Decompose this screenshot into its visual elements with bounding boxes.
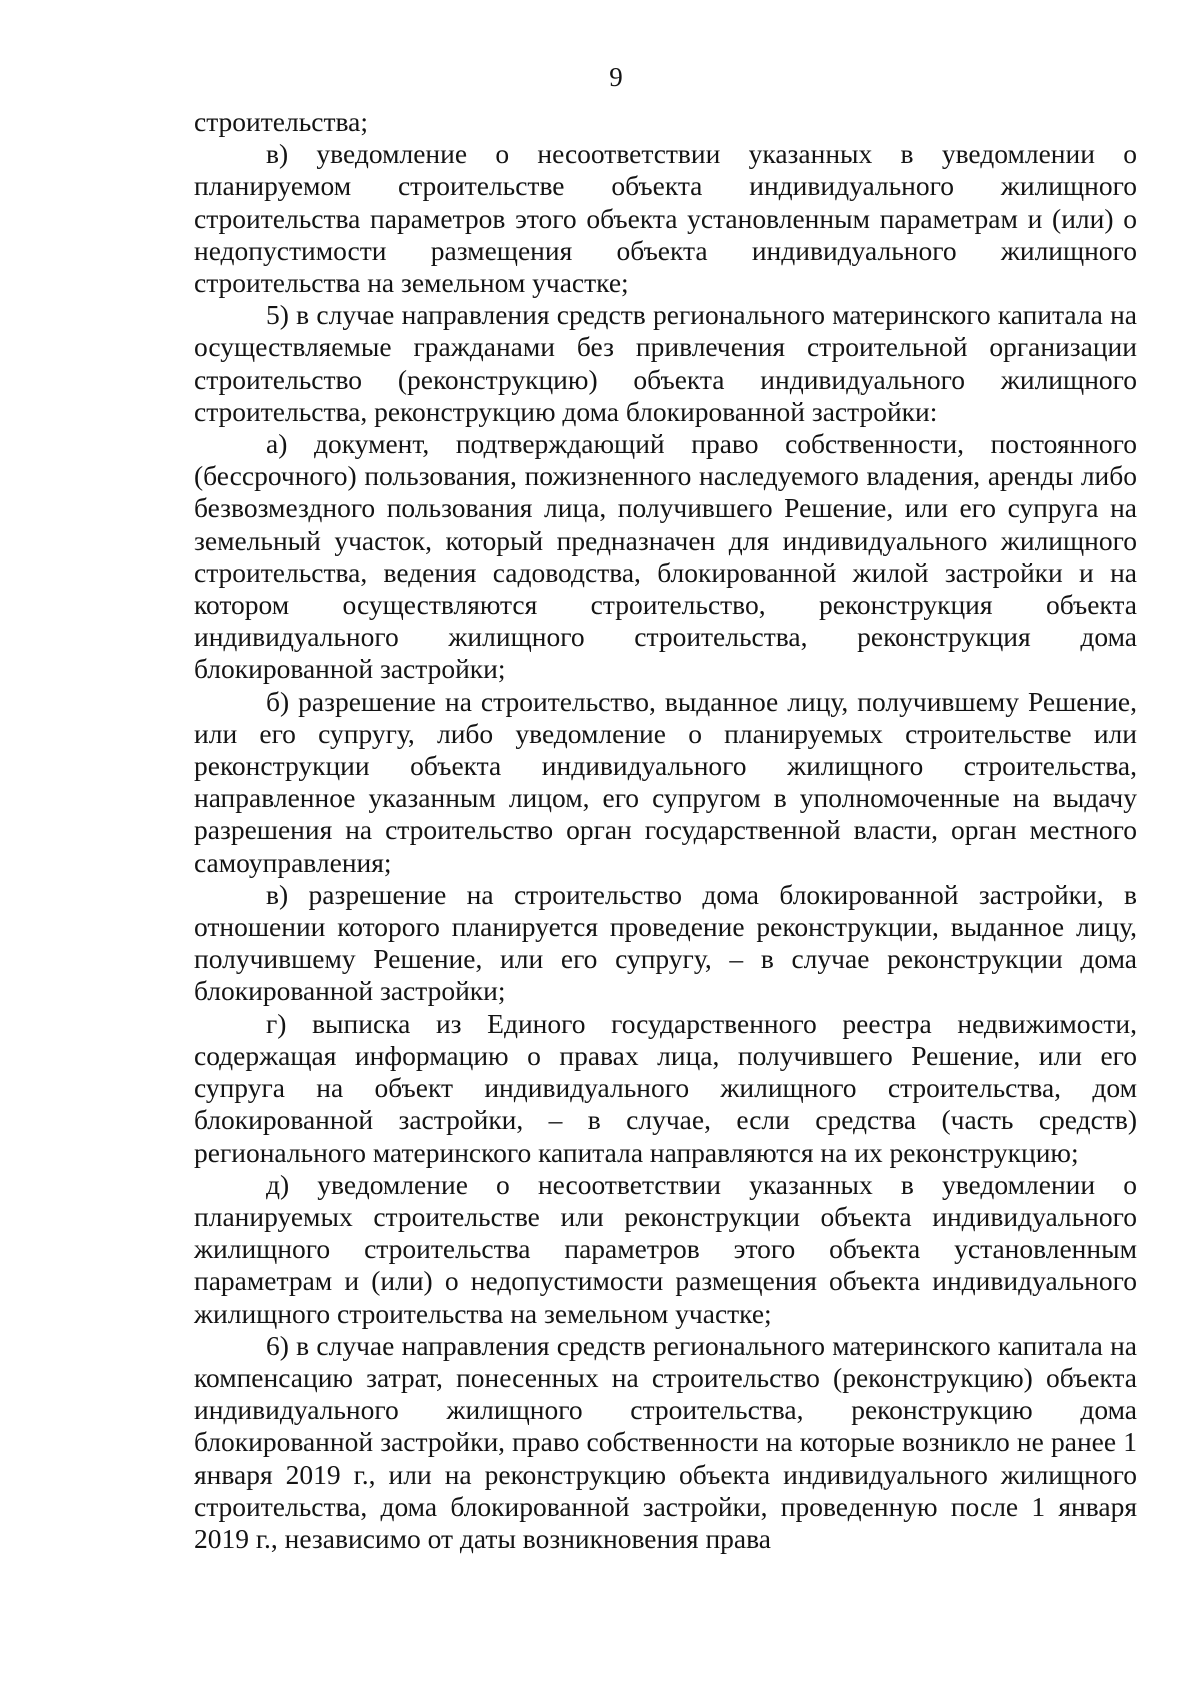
- paragraph-item-5v: в) разрешение на строительство дома блокированной застройки, в отношении которого планируется проведение реконструкции, выданное лицу, получившему Решение, или его супругу, – в случае реконструкции дома блокированной застройки;: [194, 878, 1137, 1007]
- paragraph-item-5: 5) в случае направления средств регионального материнского капитала на осуществляемые гражданами без привлечения строительной организации строительство (реконструкцию) объекта индивидуального жилищного строительства, реконструкцию дома блокированной застройки:: [194, 299, 1137, 427]
- paragraph-item-5a: а) документ, подтверждающий право собственности, постоянного (бессрочного) пользования, пожизненного наследуемого владения, аренды либо безвозмездного пользования лица, получившего Решение, или его супруга на земельный участок, который предназначен для индивидуального жилищного строительства, ведения садоводства, блокированной жилой застройки и на котором осуществляются строительство, реконструкция объекта индивидуального жилищного строительства, реконструкция дома блокированной застройки;: [194, 428, 1137, 685]
- document-body: [194, 106, 1137, 1555]
- paragraph-item-5g: г) выписка из Единого государственного реестра недвижимости, содержащая информацию о правах лица, получившего Решение, или его супруга на объект индивидуального жилищного строительства, дом блокированной застройки, – в случае, если средства (часть средств) регионального материнского капитала направляются на их реконструкцию;: [194, 1007, 1137, 1168]
- paragraph-continuation: строительства;: [194, 106, 368, 137]
- page-number: 9: [609, 62, 623, 92]
- paragraph-item-6: 6) в случае направления средств регионального материнского капитала на компенсацию затрат, понесенных на строительство (реконструкцию) объекта индивидуального жилищного строительства, реконструкцию дома блокированной застройки, право собственности на которые возникло не ранее 1 января 2019 г., или на реконструкцию объекта индивидуального жилищного строительства, дома блокированной застройки, проведенную после 1 января 2019 г., независимо от даты возникновения права: [194, 1329, 1137, 1554]
- paragraph-item-4v: в) уведомление о несоответствии указанных в уведомлении о планируемом строительстве объекта индивидуального жилищного строительства параметров этого объекта установленным параметрам и (или) о недопустимости размещения объекта индивидуального жилищного строительства на земельном участке;: [194, 138, 1137, 299]
- paragraph-item-5d: д) уведомление о несоответствии указанных в уведомлении о планируемых строительстве или реконструкции объекта индивидуального жилищного строительства параметров этого объекта установленным параметрам и (или) о недопустимости размещения объекта индивидуального жилищного строительства на земельном участке;: [194, 1168, 1137, 1329]
- paragraph-item-5b: б) разрешение на строительство, выданное лицу, получившему Решение, или его супругу, либо уведомление о планируемых строительстве или реконструкции объекта индивидуального жилищного строительства, направленное указанным лицом, его супругом в уполномоченные на выдачу разрешения на строительство орган государственной власти, орган местного самоуправления;: [194, 685, 1137, 878]
